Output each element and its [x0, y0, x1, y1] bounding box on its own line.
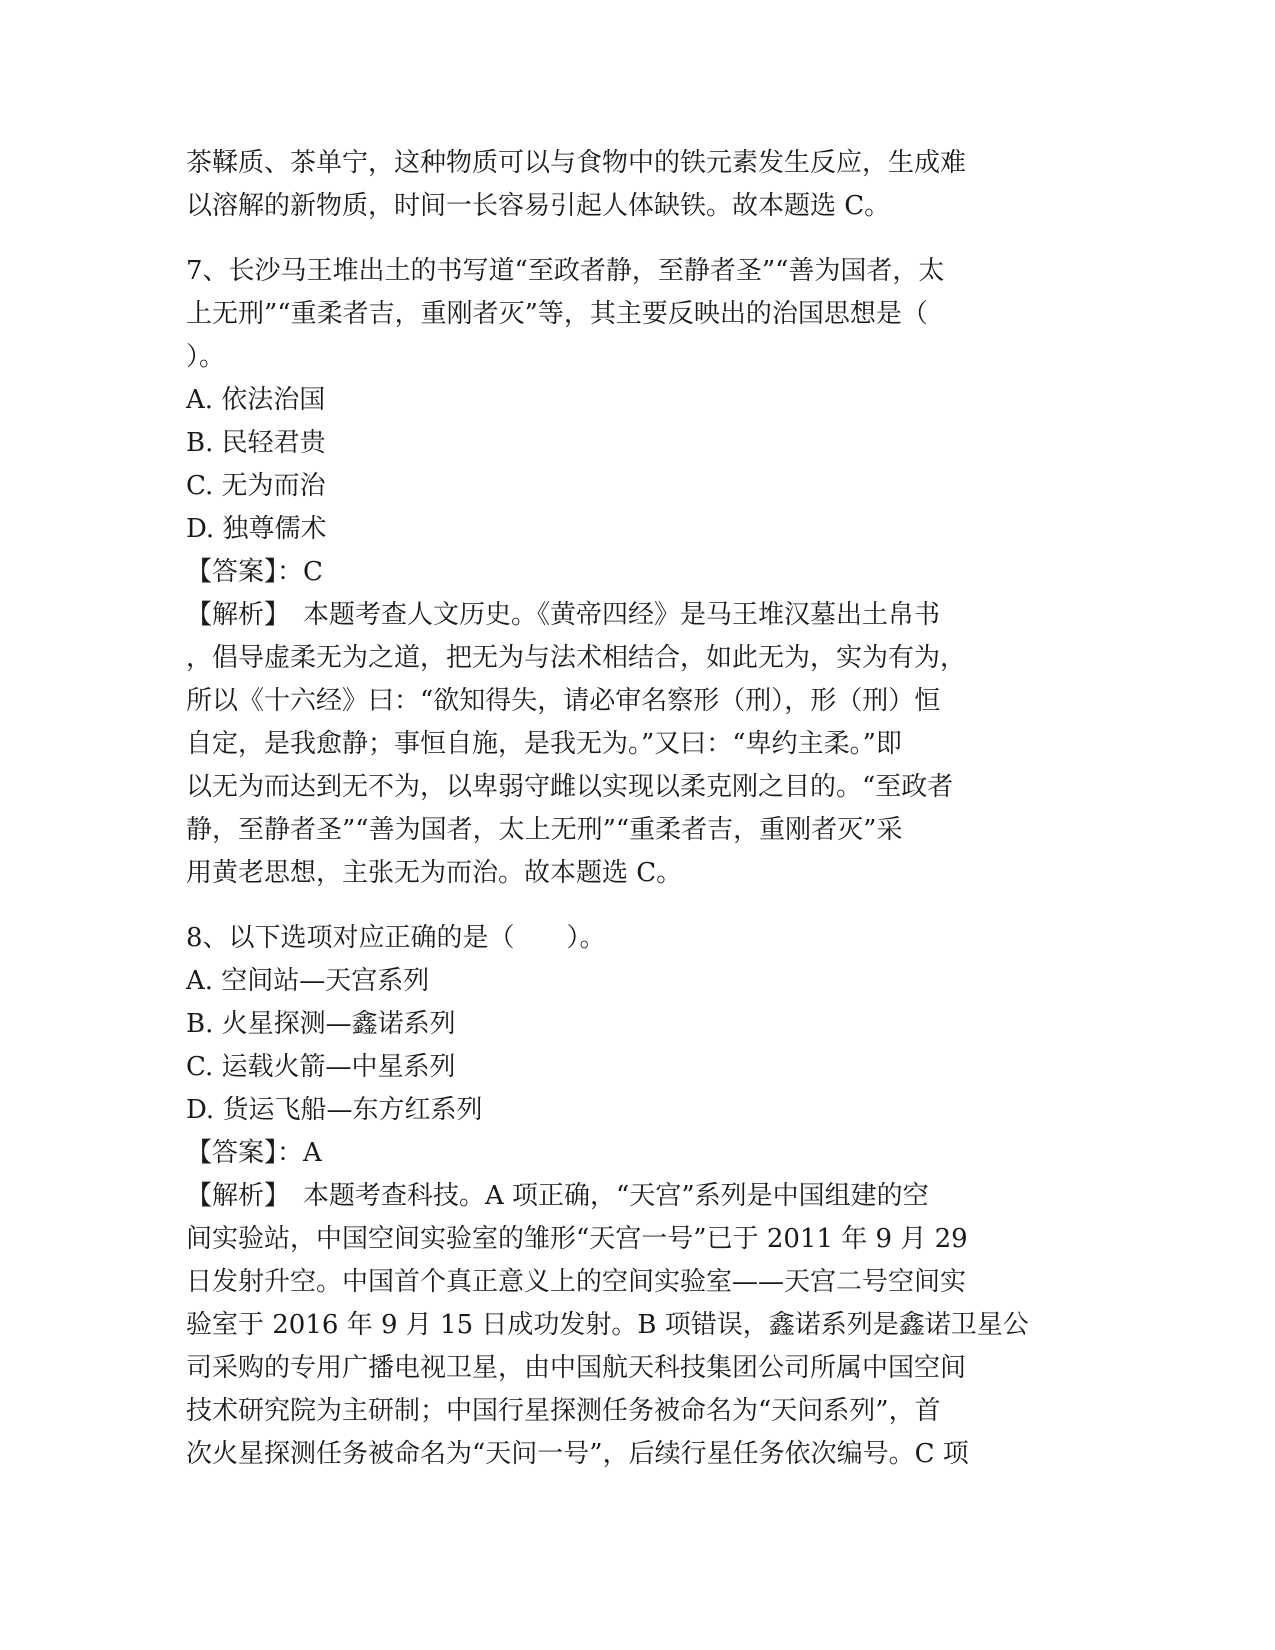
- explanation-line: 日发射升空。中国首个真正意义上的空间实验室——天宫二号空间实: [186, 1267, 967, 1297]
- explanation-line: ，倡导虚柔无为之道，把无为与法术相结合，如此无为，实为有为，: [186, 643, 967, 673]
- text-line: 茶鞣质、茶单宁，这种物质可以与食物中的铁元素发生反应，生成难: [186, 148, 967, 178]
- question-7: [186, 250, 1086, 895]
- explanation-line: 【解析】 本题考查科技。A 项正确，“天宫”系列是中国组建的空: [186, 1181, 929, 1211]
- answer-line: 【答案】：A: [186, 1138, 322, 1168]
- option-b: B. 民轻君贵: [186, 428, 326, 458]
- answer-line: 【答案】：C: [186, 557, 323, 587]
- document-page: [186, 142, 1086, 1476]
- explanation-line: 【解析】 本题考查人文历史。《黄帝四经》是马王堆汉墓出土帛书: [186, 600, 941, 630]
- option-c: C. 运载火箭—中星系列: [186, 1052, 456, 1082]
- explanation-line: 验室于 2016 年 9 月 15 日成功发射。B 项错误，鑫诺系列是鑫诺卫星公: [186, 1310, 1029, 1340]
- option-d: D. 货运飞船—东方红系列: [186, 1095, 483, 1125]
- explanation-line: 用黄老思想，主张无为而治。故本题选 C。: [186, 858, 683, 888]
- explanation-line: 静，至静者圣”“善为国者，太上无刑”“重柔者吉，重刚者灭”采: [186, 815, 903, 845]
- explanation-line: 自定，是我愈静；事恒自施，是我无为。”又曰：“卑约主柔。”即: [186, 729, 902, 759]
- option-a: A. 空间站—天宫系列: [186, 966, 430, 996]
- option-c: C. 无为而治: [186, 471, 326, 501]
- option-d: D. 独尊儒术: [186, 514, 327, 544]
- explanation-line: 所以《十六经》曰：“欲知得失，请必审名察形（刑），形（刑）恒: [186, 686, 941, 716]
- previous-explanation: [186, 142, 1086, 228]
- text-line: 以溶解的新物质，时间一长容易引起人体缺铁。故本题选 C。: [186, 191, 891, 221]
- question-8: [186, 917, 1086, 1476]
- explanation-line: 次火星探测任务被命名为“天问一号”，后续行星任务依次编号。C 项: [186, 1439, 969, 1469]
- option-a: A. 依法治国: [186, 385, 326, 415]
- explanation-line: 技术研究院为主研制；中国行星探测任务被命名为“天问系列”，首: [186, 1396, 941, 1426]
- option-b: B. 火星探测—鑫诺系列: [186, 1009, 456, 1039]
- question-stem-line: 8、以下选项对应正确的是（ ）。: [186, 923, 606, 953]
- question-stem-line: 上无刑”“重柔者吉，重刚者灭”等，其主要反映出的治国思想是（: [186, 299, 928, 329]
- explanation-line: 司采购的专用广播电视卫星，由中国航天科技集团公司所属中国空间: [186, 1353, 967, 1383]
- explanation-line: 以无为而达到无不为，以卑弱守雌以实现以柔克刚之目的。“至政者: [186, 772, 954, 802]
- explanation-line: 间实验站，中国空间实验室的雏形“天宫一号”已于 2011 年 9 月 29: [186, 1224, 968, 1254]
- question-stem-line: ）。: [186, 342, 226, 372]
- question-stem-line: 7、长沙马王堆出土的书写道“至政者静，至静者圣”“善为国者，太: [186, 256, 945, 286]
